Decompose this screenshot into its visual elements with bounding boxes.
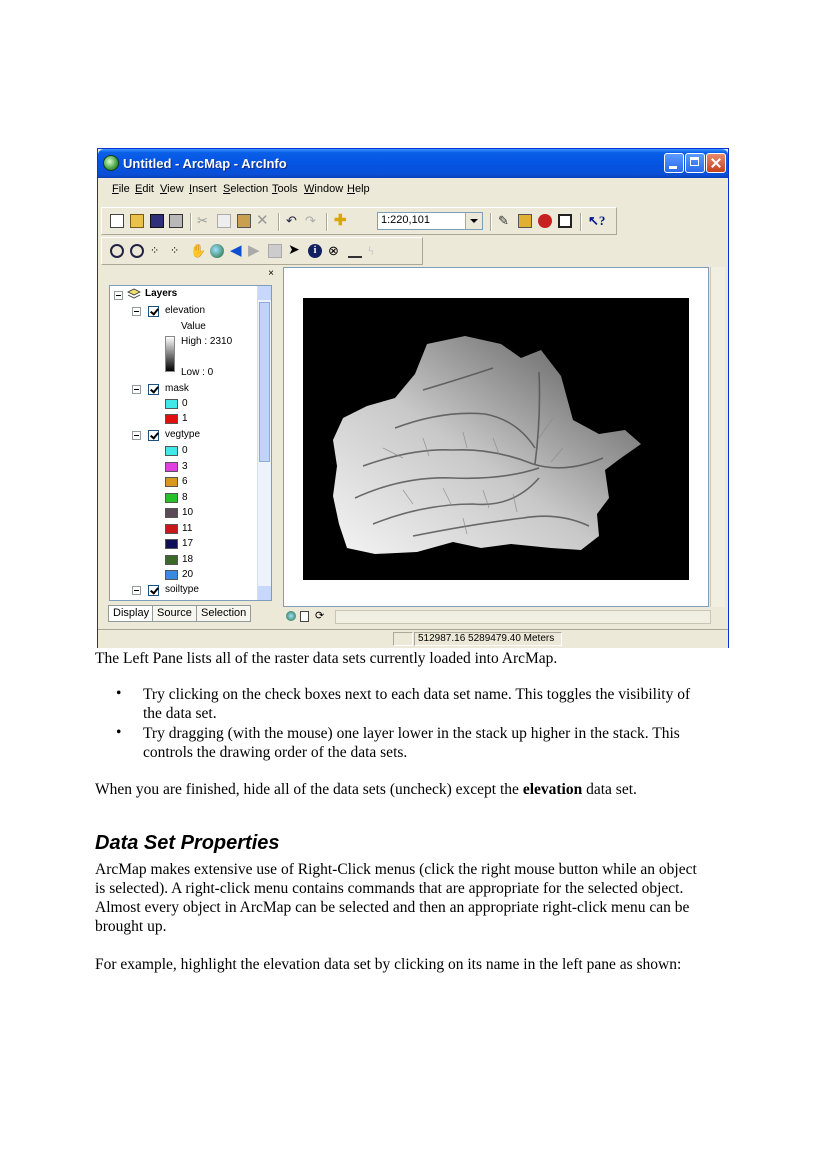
mask-swatch-1 xyxy=(165,414,178,424)
select-features-icon[interactable] xyxy=(268,244,282,258)
fixed-zoom-in-icon[interactable]: ⁘ xyxy=(150,245,160,257)
menu-file[interactable]: File xyxy=(112,183,130,195)
menu-selection[interactable]: Selection xyxy=(223,183,269,195)
whats-this-help-icon[interactable]: ↖? xyxy=(588,213,606,228)
para2: For example, highlight the elevation data set by clicking on its name in the left pane as shown: xyxy=(95,956,682,973)
forward-arrow-icon[interactable]: ▶ xyxy=(248,243,260,259)
vegtype-swatch xyxy=(165,477,178,487)
vegtype-class-label: 11 xyxy=(182,522,193,534)
tab-source[interactable]: Source xyxy=(152,605,197,622)
scroll-up-icon[interactable] xyxy=(258,286,271,300)
tools-toolbar xyxy=(101,237,423,265)
vegtype-swatch xyxy=(165,493,178,503)
menu-insert[interactable]: Insert xyxy=(189,183,217,195)
finish-text-end: data set. xyxy=(582,781,637,798)
vegtype-swatch xyxy=(165,555,178,565)
delete-icon[interactable]: ✕ xyxy=(256,213,269,229)
intro-paragraph: The Left Pane lists all of the raster data sets currently loaded into ArcMap. xyxy=(95,650,558,667)
layout-view-icon[interactable] xyxy=(300,611,309,622)
back-arrow-icon[interactable]: ◀ xyxy=(230,243,242,259)
map-scale-dropdown[interactable] xyxy=(377,212,483,230)
map-vertical-scrollbar[interactable] xyxy=(710,267,725,607)
chevron-down-icon[interactable] xyxy=(465,213,482,229)
vegtype-class-label: 8 xyxy=(182,491,188,503)
vegtype-class-label: 10 xyxy=(182,507,194,518)
vegtype-class-label: 18 xyxy=(182,553,194,565)
print-icon[interactable] xyxy=(169,214,183,228)
para1-line: is selected). A right-click menu contains commands that are appropriate for the selected object. xyxy=(95,880,684,897)
layers-stack-icon xyxy=(127,288,141,300)
vegtype-class-label: 20 xyxy=(182,569,194,580)
collapse-vegtype-icon[interactable] xyxy=(132,431,141,440)
refresh-icon[interactable]: ⟳ xyxy=(315,610,325,622)
layers-root-label[interactable]: Layers xyxy=(145,288,178,299)
arctoolbox-icon[interactable] xyxy=(538,214,552,228)
bullet-1-line-2: the data set. xyxy=(143,705,217,722)
identify-info-icon[interactable]: i xyxy=(308,244,322,258)
select-elements-arrow-icon[interactable]: ➤ xyxy=(288,243,300,258)
vegtype-layer-name[interactable]: vegtype xyxy=(165,429,201,440)
vegtype-swatch xyxy=(165,462,178,472)
vegtype-visibility-checkbox[interactable] xyxy=(148,430,159,441)
hyperlink-lightning-icon[interactable]: ϟ xyxy=(368,243,374,258)
arcmap-globe-icon xyxy=(103,155,119,171)
elevation-color-ramp xyxy=(165,336,175,372)
elevation-layer-name[interactable]: elevation xyxy=(165,305,206,316)
vegtype-swatch xyxy=(165,524,178,534)
mask-swatch-0 xyxy=(165,399,178,409)
finish-bold-text: elevation xyxy=(522,781,583,798)
map-view-controls xyxy=(283,609,724,625)
scroll-down-icon[interactable] xyxy=(258,586,271,600)
soiltype-layer-name[interactable]: soiltype xyxy=(165,584,199,595)
menu-tools[interactable]: Tools xyxy=(272,183,298,195)
bullet-2-line-2: controls the drawing order of the data sets. xyxy=(143,744,408,761)
elevation-low-label: Low : 0 xyxy=(181,367,214,378)
finish-text: When you are finished, hide all of the data sets (uncheck) except the xyxy=(95,781,523,798)
status-coordinates: 512987.16 5289479.40 Meters xyxy=(414,632,562,646)
add-data-icon[interactable]: ✚ xyxy=(334,213,347,229)
elevation-visibility-checkbox[interactable] xyxy=(148,306,159,317)
mask-class-label: 0 xyxy=(182,398,188,409)
tab-selection[interactable]: Selection xyxy=(196,605,251,622)
close-button[interactable] xyxy=(706,153,726,173)
arcmap-window xyxy=(97,148,729,648)
redo-icon[interactable]: ↷ xyxy=(305,213,316,228)
command-line-icon[interactable] xyxy=(558,214,572,228)
menu-view[interactable]: View xyxy=(160,183,184,195)
cut-icon[interactable]: ✂ xyxy=(197,213,208,228)
measure-icon[interactable] xyxy=(348,244,362,258)
standard-toolbar xyxy=(101,207,617,235)
mask-class-label: 1 xyxy=(182,413,188,424)
maximize-button[interactable] xyxy=(685,153,705,173)
map-scale-value: 1:220,101 xyxy=(381,214,430,226)
vegtype-class-label: 0 xyxy=(182,445,188,456)
bullet-1-line-1: Try clicking on the check boxes next to each data set name. This toggles the visibility of xyxy=(143,686,691,703)
undo-icon[interactable]: ↶ xyxy=(286,213,297,228)
table-of-contents xyxy=(102,267,279,625)
data-view-icon[interactable] xyxy=(286,611,296,621)
mask-visibility-checkbox[interactable] xyxy=(148,384,159,395)
bullet-marker: • xyxy=(116,724,122,741)
paste-icon[interactable] xyxy=(237,214,251,228)
para1-line: Almost every object in ArcMap can be selected and then an appropriate right-click menu can be xyxy=(95,899,690,916)
bullet-2-line-1: Try dragging (with the mouse) one layer lower in the stack up higher in the stack. This xyxy=(143,725,680,742)
full-extent-globe-icon[interactable] xyxy=(210,244,224,258)
find-binoculars-icon[interactable]: ⊗ xyxy=(328,243,339,258)
bullet-marker: • xyxy=(116,685,122,702)
vegtype-swatch xyxy=(165,508,178,518)
vegtype-class-label: 3 xyxy=(182,460,188,472)
elevation-value-label: Value xyxy=(181,321,206,332)
collapse-soiltype-icon[interactable] xyxy=(132,586,141,595)
map-horizontal-scrollbar[interactable] xyxy=(335,610,711,624)
zoom-out-icon[interactable] xyxy=(130,244,144,258)
save-icon[interactable] xyxy=(150,214,164,228)
menu-window[interactable]: Window xyxy=(304,183,344,195)
vegtype-swatch xyxy=(165,570,178,580)
toc-scrollbar[interactable] xyxy=(257,286,271,600)
status-cell-empty xyxy=(393,632,413,646)
tab-display[interactable]: Display xyxy=(108,605,154,622)
open-folder-icon[interactable] xyxy=(130,214,144,228)
new-document-icon[interactable] xyxy=(110,214,124,228)
toc-scroll-thumb[interactable] xyxy=(259,302,270,462)
menu-edit[interactable]: Edit xyxy=(135,183,154,195)
map-display[interactable] xyxy=(283,267,709,607)
elevation-raster xyxy=(303,298,689,580)
para1-line: ArcMap makes extensive use of Right-Click menus (click the right mouse button while an object xyxy=(95,861,697,878)
copy-icon[interactable] xyxy=(217,214,231,228)
vegtype-swatch xyxy=(165,539,178,549)
vegtype-class-label: 6 xyxy=(182,476,188,487)
zoom-in-icon[interactable] xyxy=(110,244,124,258)
status-bar xyxy=(98,629,728,648)
title-bar[interactable] xyxy=(98,149,728,178)
para1-line: brought up. xyxy=(95,918,167,935)
collapse-layers-icon[interactable] xyxy=(114,291,123,300)
finish-paragraph xyxy=(95,780,637,799)
close-icon[interactable]: × xyxy=(268,268,274,279)
layer-list xyxy=(109,285,272,601)
editor-toolbar-icon[interactable]: ✎ xyxy=(498,213,509,228)
menu-help[interactable]: Help xyxy=(347,183,370,195)
fixed-zoom-out-icon[interactable]: ⁘ xyxy=(170,245,180,257)
collapse-mask-icon[interactable] xyxy=(132,385,141,394)
window-title: Untitled - ArcMap - ArcInfo xyxy=(123,156,287,171)
vegtype-swatch xyxy=(165,446,178,456)
soiltype-visibility-checkbox[interactable] xyxy=(148,585,159,596)
minimize-button[interactable] xyxy=(664,153,684,173)
collapse-elevation-icon[interactable] xyxy=(132,307,141,316)
elevation-high-label: High : 2310 xyxy=(181,336,233,347)
mask-layer-name[interactable]: mask xyxy=(165,383,189,394)
vegtype-class-label: 17 xyxy=(182,538,194,549)
section-heading: Data Set Properties xyxy=(95,832,280,854)
pan-hand-icon[interactable]: ✋ xyxy=(190,243,207,258)
arccatalog-icon[interactable] xyxy=(518,214,532,228)
